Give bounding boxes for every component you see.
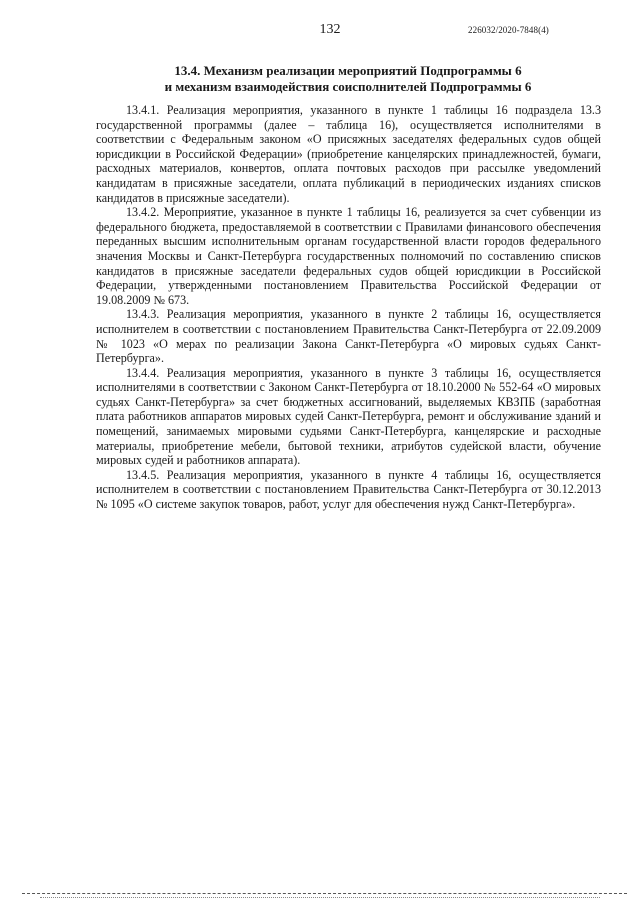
page-number: 132 (319, 22, 341, 37)
paragraph-13-4-1: 13.4.1. Реализация мероприятия, указанного в пункте 1 таблицы 16 подраздела 13.3 государственной программы (далее – таблица 16), осуществляется исполнителями в соответствии с Федеральным законом «О присяжных заседателях федеральных судов общей юрисдикции в Российской Федерации» (приобретение канцелярских принадлежностей, бумаги, расходных материалов, конвертов, оплата почтовых расходов при рассылке уведомлений кандидатам в присяжные заседатели, оплата публикаций в периодических изданиях списков кандидатов в присяжные заседатели). (96, 103, 601, 205)
section-heading (96, 63, 600, 95)
paragraph-13-4-3: 13.4.3. Реализация мероприятия, указанного в пункте 2 таблицы 16, осуществляется исполнителем в соответствии с постановлением Правительства Санкт-Петербурга от 22.09.2009 № 1023 «О мерах по реализации Закона Санкт-Петербурга «О мировых судьях Санкт-Петербурга». (96, 307, 601, 366)
footer-scan-line (22, 893, 627, 894)
paragraph-13-4-2: 13.4.2. Мероприятие, указанное в пункте 1 таблицы 16, реализуется за счет субвенции из федерального бюджета, предоставляемой в соответствии с Правилами финансового обеспечения переданных высшим исполнительным органам государственной власти городов федерального значения Москвы и Санкт-Петербурга государственных полномочий по составлению списков кандидатов в присяжные заседатели федеральных судов общей юрисдикции в Российской Федерации, утвержденными постановлением Правительства Российской Федерации от 19.08.2009 № 673. (96, 205, 601, 307)
footer-scan-line-secondary (40, 897, 600, 898)
section-heading-line-2: и механизм взаимодействия соисполнителей Подпрограммы 6 (164, 79, 532, 94)
paragraph-13-4-5: 13.4.5. Реализация мероприятия, указанного в пункте 4 таблицы 16, осуществляется исполнителем в соответствии с постановлением Правительства Санкт-Петербурга от 30.12.2013 № 1095 «О системе закупок товаров, работ, услуг для обеспечения нужд Санкт-Петербурга». (96, 467, 601, 512)
document-code: 226032/2020-7848(4) (468, 25, 549, 35)
section-heading-line-1: 13.4. Механизм реализации мероприятий Подпрограммы 6 (174, 63, 522, 78)
paragraph-13-4-4: 13.4.4. Реализация мероприятия, указанного в пункте 3 таблицы 16, осуществляется исполнителями в соответствии с Законом Санкт-Петербурга от 18.10.2000 № 552-64 «О мировых судьях Санкт-Петербурга» за счет бюджетных ассигнований, выделяемых КВЗПБ (заработная плата работников аппаратов мировых судей Санкт-Петербурга, ремонт и обслуживание зданий и помещений, занимаемых мировыми судьями Санкт-Петербурга, канцелярские и расходные материалы, приобретение мебели, бытовой техники, атрибутов судейской власти, обучение мировых судей и работников аппарата). (96, 365, 601, 468)
section-body (96, 103, 601, 512)
